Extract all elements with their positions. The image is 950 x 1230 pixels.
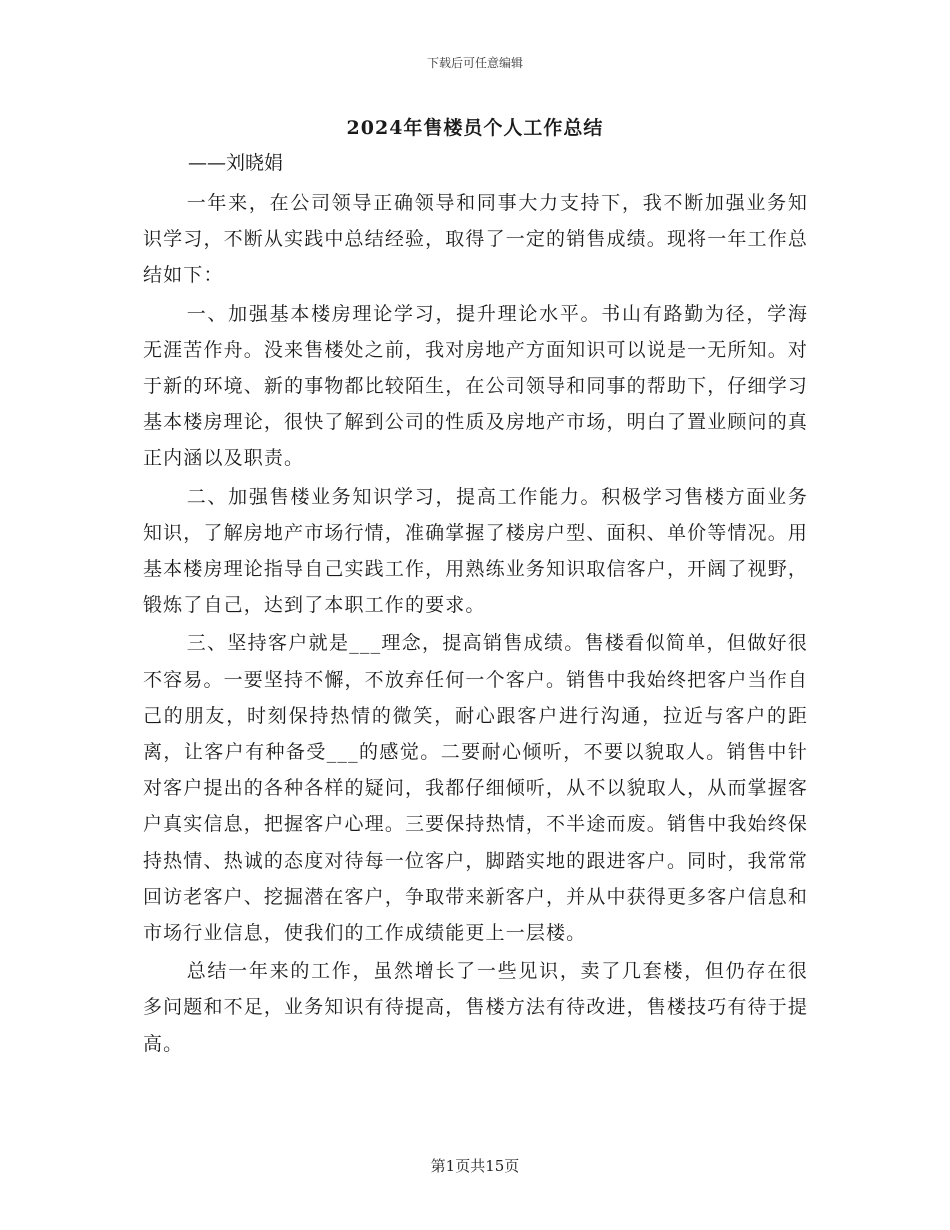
document-title: 2024年售楼员个人工作总结 bbox=[346, 117, 604, 139]
paragraph-business: 二、加强售楼业务知识学习，提高工作能力。积极学习售楼方面业务知识，了解房地产市场行情，准确掌握了楼房户型、面积、单价等情况。用基本楼房理论指导自己实践工作，用熟练业务知识取信客户，开阔了视野，锻炼了自己，达到了本职工作的要求。 bbox=[143, 485, 808, 617]
paragraph-customer: 三、坚持客户就是___理念，提高销售成绩。售楼看似简单，但做好很不容易。一要坚持不懈，不放弃任何一个客户。销售中我始终把客户当作自己的朋友，时刻保持热情的微笑，耐心跟客户进行沟通，拉近与客户的距离，让客户有种备受___的感觉。二要耐心倾听，不要以貌取人。销售中针对客户提出的各种各样的疑问，我都仔细倾听，从不以貌取人，从而掌握客户真实信息，把握客户心理。三要保持热情，不半途而废。销售中我始终保持热情、热诚的态度对待每一位客户，脚踏实地的跟进客户。同时，我常常回访老客户、挖掘潜在客户，争取带来新客户，并从中获得更多客户信息和市场行业信息，使我们的工作成绩能更上一层楼。 bbox=[143, 632, 808, 945]
document-body bbox=[143, 185, 808, 1062]
paragraph-theory: 一、加强基本楼房理论学习，提升理论水平。书山有路勤为径，学海无涯苦作舟。没来售楼处之前，我对房地产方面知识可以说是一无所知。对于新的环境、新的事物都比较陌生，在公司领导和同事的帮助下，仔细学习基本楼房理论，很快了解到公司的性质及房地产市场，明白了置业顾问的真正内涵以及职责。 bbox=[143, 302, 808, 470]
header-note: 下载后可任意编辑 bbox=[426, 56, 523, 70]
paragraph-summary: 总结一年来的工作，虽然增长了一些见识，卖了几套楼，但仍存在很多问题和不足，业务知识有待提高，售楼方法有待改进，售楼技巧有待于提高。 bbox=[143, 960, 808, 1055]
page-number: 第1页共15页 bbox=[430, 1157, 520, 1175]
document-author: ——刘晓娟 bbox=[188, 152, 284, 174]
paragraph-intro: 一年来，在公司领导正确领导和同事大力支持下，我不断加强业务知识学习，不断从实践中总结经验，取得了一定的销售成绩。现将一年工作总结如下： bbox=[143, 192, 808, 287]
